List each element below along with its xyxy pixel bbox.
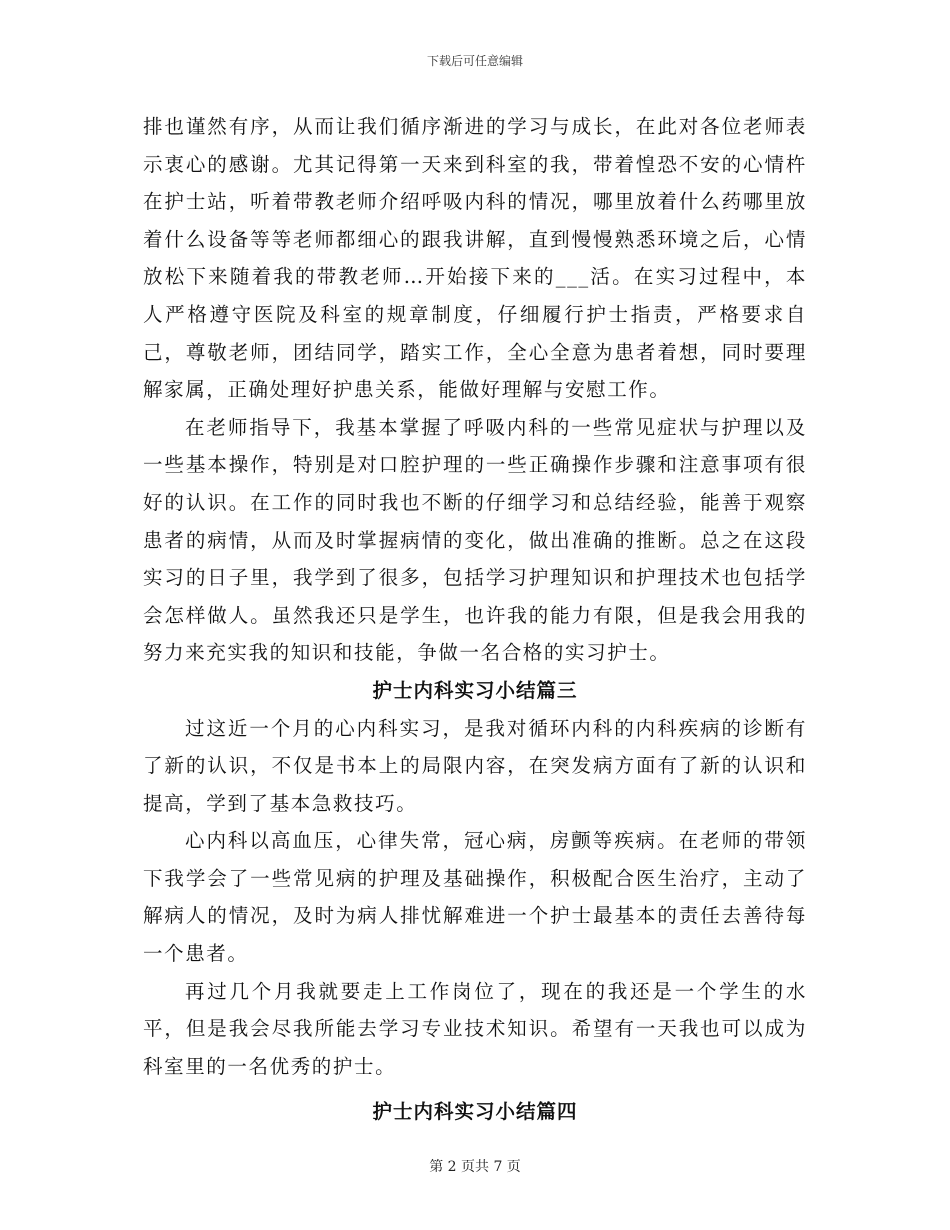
section-title: 护士内科实习小结篇三 [372, 678, 578, 702]
paragraph: 排也谨然有序，从而让我们循序渐进的学习与成长，在此对各位老师表示衷心的感谢。尤其记得第一天来到科室的我，带着惶恐不安的心情杵在护士站，听着带教老师介绍呼吸内科的情况，哪里放着什么药哪里放着什么设备等等老师都细心的跟我讲解，直到慢慢熟悉环境之后，心情放松下来随着我的带教老师…开始接下来的___活。在实习过程中，本人严格遵守医院及科室的规章制度，仔细履行护士指责，严格要求自己，尊敬老师，团结同学，踏实工作，全心全意为患者着想，同时要理解家属，正确处理好护患关系，能做好理解与安慰工作。 [143, 115, 807, 402]
paragraph: 再过几个月我就要走上工作岗位了，现在的我还是一个学生的水平，但是我会尽我所能去学习专业技术知识。希望有一天我也可以成为科室里的一名优秀的护士。 [143, 979, 807, 1078]
section-title: 护士内科实习小结篇四 [372, 1100, 578, 1124]
page-header: 下载后可任意编辑 [426, 54, 523, 68]
paragraph: 在老师指导下，我基本掌握了呼吸内科的一些常见症状与护理以及一些基本操作，特别是对口腔护理的一些正确操作步骤和注意事项有很好的认识。在工作的同时我也不断的仔细学习和总结经验，能善于观察患者的病情，从而及时掌握病情的变化，做出准确的推断。总之在这段实习的日子里，我学到了很多，包括学习护理知识和护理技术也包括学会怎样做人。虽然我还只是学生，也许我的能力有限，但是我会用我的努力来充实我的知识和技能，争做一名合格的实习护士。 [143, 415, 807, 665]
document-body [143, 108, 807, 1131]
page-footer: 第 2 页共 7 页 [429, 1159, 521, 1175]
paragraph: 过这近一个月的心内科实习，是我对循环内科的内科疾病的诊断有了新的认识，不仅是书本上的局限内容，在突发病方面有了新的认识和提高，学到了基本急救技巧。 [143, 716, 807, 815]
paragraph: 心内科以高血压，心律失常，冠心病，房颤等疾病。在老师的带领下我学会了一些常见病的护理及基础操作，积极配合医生治疗，主动了解病人的情况，及时为病人排忧解难进一个护士最基本的责任去善待每一个患者。 [143, 829, 807, 966]
